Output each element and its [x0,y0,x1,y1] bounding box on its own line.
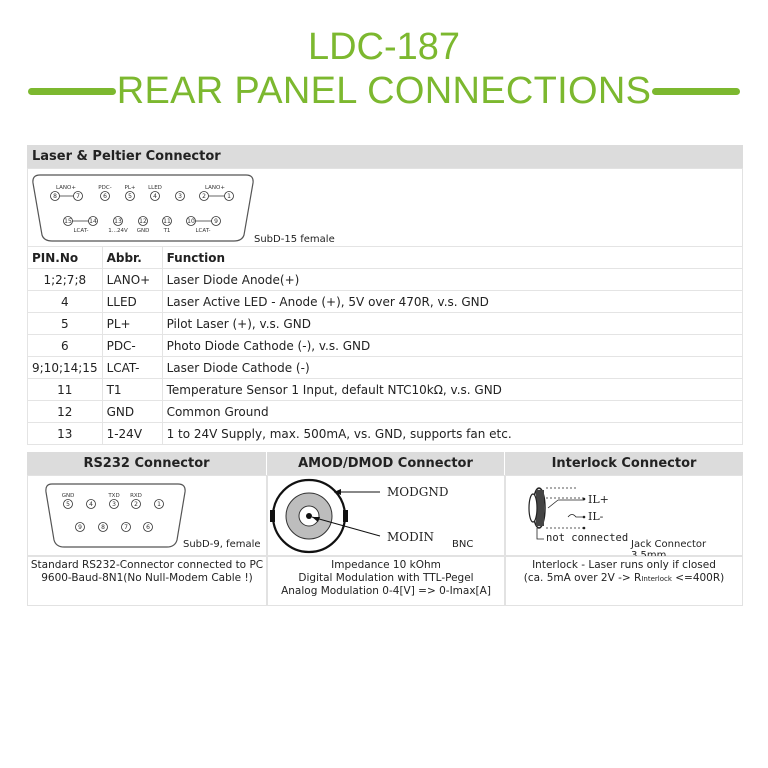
rs232-desc-line2: 9600-Baud-8N1(No Null-Modem Cable !) [41,572,253,584]
pin-cell: 12 [28,401,103,423]
lp-top-pin-number: 1 [227,193,231,201]
lp-bottom-pin-number: 12 [139,218,147,226]
function-cell: Pilot Laser (+), v.s. GND [162,313,742,335]
amod-desc-line1: Impedance 10 kOhm [331,559,441,571]
lp-bottom-label-3: T1 [163,228,171,234]
rs-bottom-pin-number: 9 [78,524,82,532]
function-cell: Laser Diode Cathode (-) [162,357,742,379]
not-connected-label: not connected [546,532,629,544]
amod-panel [267,475,505,556]
title-model: LDC-187 [307,26,461,68]
amod-desc-line3: Analog Modulation 0-4[V] => 0-Imax[A] [281,585,491,597]
lp-top-label-0: LANO+ [55,185,77,191]
il-plus-label: IL+ [588,493,609,506]
lp-bottom-pin-number: 14 [89,218,97,226]
abbr-cell: PDC- [102,335,162,357]
lp-bottom-pin-number: 9 [214,218,218,226]
lp-top-label-2: PL+ [124,185,136,191]
modin-label: MODIN [387,530,434,544]
function-cell: Temperature Sensor 1 Input, default NTC10kΩ, v.s. GND [162,379,742,401]
jack-caption: Jack Connector [631,539,707,550]
interlock-description [505,556,743,606]
rs-bottom-pin-number: 7 [124,524,128,532]
rs-bottom-pin-number: 8 [101,524,105,532]
table-row [28,401,743,423]
title-subtitle: REAR PANEL CONNECTIONS [116,70,652,112]
abbr-cell: PL+ [102,313,162,335]
table-row [28,313,743,335]
subd9-caption: SubD-9, female [183,539,261,550]
laser-peltier-header: Laser & Peltier Connector [27,145,743,168]
col-function: Function [162,247,742,269]
pin-cell: 13 [28,423,103,445]
table-row [28,335,743,357]
interlock-desc-line2-sub: Interlock [641,575,672,583]
pin-cell: 6 [28,335,103,357]
pin-cell: 1;2;7;8 [28,269,103,291]
function-cell: Laser Diode Anode(+) [162,269,742,291]
table-row [28,357,743,379]
lp-bottom-pin-number: 11 [163,218,171,226]
pin-cell: 4 [28,291,103,313]
table-row [28,423,743,445]
title-bar-right [652,88,740,95]
table-row [28,291,743,313]
lp-top-pin-number: 7 [76,193,80,201]
rs-top-label-0: GND [61,493,75,499]
interlock-desc-line2 [506,572,742,586]
lp-bottom-label-1: 1...24V [108,228,128,234]
lp-top-label-1: PDC- [98,185,112,191]
pin-cell: 5 [28,313,103,335]
subd15-caption: SubD-15 female [254,234,335,245]
abbr-cell: LLED [102,291,162,313]
rs232-description [27,556,267,606]
lp-top-pin-number: 3 [178,193,182,201]
col-pin: PIN.No [28,247,103,269]
lp-bottom-pin-number: 10 [187,218,195,226]
pin-cell: 11 [28,379,103,401]
rs-top-pin-number: 1 [157,501,161,509]
rs-top-label-1: TXD [108,493,120,499]
interlock-header: Interlock Connector [505,452,743,475]
amod-header: AMOD/DMOD Connector [267,452,505,475]
interlock-panel [505,475,743,556]
lp-top-pin-number: 5 [128,193,132,201]
interlock-desc-line2-post: <=400R) [671,572,725,584]
lp-top-pin-number: 2 [202,193,206,201]
rs-top-pin-number: 5 [66,501,70,509]
il-minus-label: IL- [588,510,604,523]
interlock-desc-line2-pre: (ca. 5mA over 2V -> R [523,572,642,584]
col-abbr: Abbr. [102,247,162,269]
lp-bottom-pin-number: 13 [114,218,122,226]
bnc-caption: BNC [452,539,474,550]
pin-cell: 9;10;14;15 [28,357,103,379]
pin-table-header [28,247,743,269]
lp-top-pin-number: 4 [153,193,157,201]
amod-desc-line2: Digital Modulation with TTL-Pegel [298,572,474,584]
interlock-desc-line1: Interlock - Laser runs only if closed [532,559,716,571]
rs-top-pin-number: 2 [134,501,138,509]
abbr-cell: T1 [102,379,162,401]
lp-top-label-4: LANO+ [204,185,226,191]
lp-bottom-pin-number: 15 [64,218,72,226]
function-cell: Laser Active LED - Anode (+), 5V over 470R, v.s. GND [162,291,742,313]
abbr-cell: GND [102,401,162,423]
rs-top-pin-number: 3 [112,501,116,509]
abbr-cell: 1-24V [102,423,162,445]
table-row [28,269,743,291]
lp-top-pin-number: 6 [103,193,107,201]
lp-top-label-3: LLED [148,185,162,191]
table-row [28,379,743,401]
rs-top-label-2: RXD [130,493,142,499]
rs232-desc-line1: Standard RS232-Connector connected to PC [30,559,264,571]
rs232-header: RS232 Connector [27,452,267,475]
lp-bottom-label-2: GND [136,228,150,234]
modgnd-label: MODGND [387,485,449,499]
rs-top-pin-number: 4 [89,501,93,509]
pin-table [27,246,743,445]
lp-bottom-label-0: LCAT- [73,228,89,234]
function-cell: Common Ground [162,401,742,423]
rs-bottom-pin-number: 6 [146,524,150,532]
function-cell: Photo Diode Cathode (-), v.s. GND [162,335,742,357]
lp-bottom-label-4: LCAT- [195,228,211,234]
function-cell: 1 to 24V Supply, max. 500mA, vs. GND, supports fan etc. [162,423,742,445]
abbr-cell: LANO+ [102,269,162,291]
abbr-cell: LCAT- [102,357,162,379]
rs232-panel [27,475,267,556]
amod-description [267,556,505,606]
lp-top-pin-number: 8 [53,193,57,201]
laser-peltier-panel [27,168,743,247]
